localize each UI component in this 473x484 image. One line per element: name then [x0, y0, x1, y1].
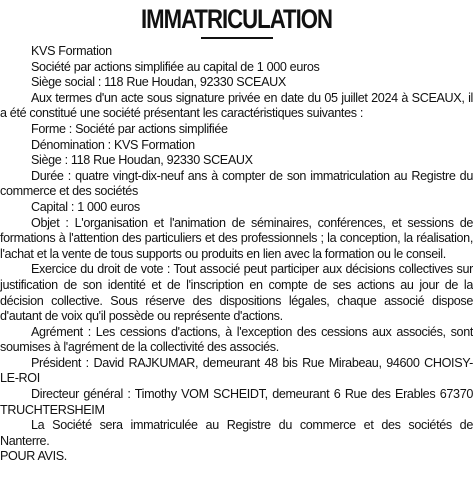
registration-court: La Société sera immatriculée au Registre du commerce et des sociétés de Nanterre.	[0, 418, 473, 448]
duration: Durée : quatre vingt-dix-neuf ans à compter de son immatriculation au Registre du commerce et des sociétés	[0, 168, 473, 199]
share-approval: Agrément : Les cessions d'actions, à l'exception des cessions aux associés, sont soumises à l'agrément de la collectivité des associés.	[0, 324, 473, 355]
legal-form: Forme : Société par actions simplifiée	[31, 121, 228, 136]
constitution-statement: Aux termes d'un acte sous signature privée en date du 05 juillet 2024 à SCEAUX, il a été constitué une société présentant les caractéristiques suivantes :	[0, 90, 473, 121]
closing-signature: POUR AVIS.	[0, 449, 67, 464]
company-name: KVS Formation	[31, 44, 112, 58]
notice-body	[0, 44, 473, 465]
title-underline	[201, 37, 273, 39]
president: Président : David RAJKUMAR, demeurant 48 bis Rue Mirabeau, 94600 CHOISY-LE-ROI	[0, 355, 473, 386]
denomination: Dénomination : KVS Formation	[31, 137, 195, 152]
capital: Capital : 1 000 euros	[31, 199, 140, 214]
seat: Siège : 118 Rue Houdan, 92330 SCEAUX	[31, 153, 253, 168]
notice-title: IMMATRICULATION	[140, 4, 333, 34]
registered-office: Siège social : 118 Rue Houdan, 92330 SCEAUX	[31, 75, 286, 90]
company-type-capital: Société par actions simplifiée au capital de 1 000 euros	[31, 59, 320, 74]
voting-rights: Exercice du droit de vote : Tout associé peut participer aux décisions collectives sur justification de son identité et de l'inscription en compte de ses actions au jour de la décision collective. Sous réserve des dispositions légales, chaque associé dispose d'autant de voix qu'il possède ou représente d'actions.	[0, 262, 473, 324]
corporate-purpose: Objet : L'organisation et l'animation de séminaires, conférences, et sessions de formations à l'attention des particuliers et des professionnels ; la conception, la réalisation, l'achat et la vente de tous supports ou produits en lien avec la formation ou le conseil.	[0, 215, 473, 261]
general-director: Directeur général : Timothy VOM SCHEIDT, demeurant 6 Rue des Erables 67370 TRUCHTERSHEIM	[0, 387, 473, 417]
